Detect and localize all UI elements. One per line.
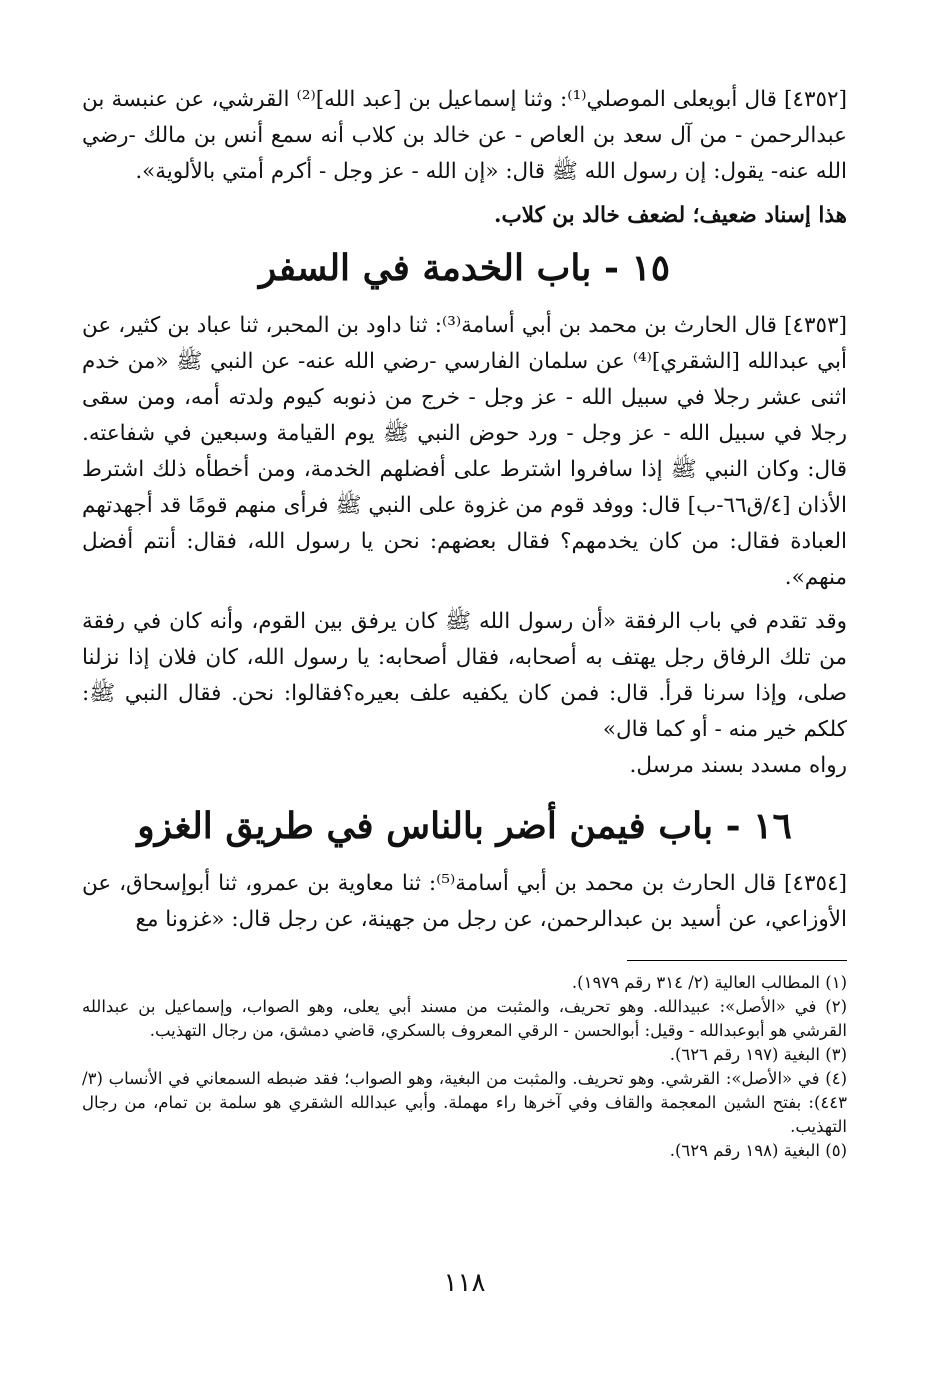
chapter-heading-16: ١٦ - باب فيمن أضر بالناس في طريق الغزو xyxy=(137,805,792,847)
paragraph-4354: [٤٣٥٤] قال الحارث بن محمد بن أبي أسامة⁽⁵⁾: ثنا معاوية بن عمرو، ثنا أبوإسحاق، عن الأوزاعي، عن أسيد بن عبدالرحمن، عن رجل من جهينة، عن رجل قال: «غزونا مع xyxy=(82,871,847,932)
paragraph-rifqa: وقد تقدم في باب الرفقة «أن رسول الله ﷺ كان يرفق بين القوم، وأنه كان في رفقة من تلك الرفاق رجل يهتف به أصحابه، فقال أصحابه: يا رسول الله، كان فلان إذا نزلنا صلى، وإذا سرنا قرأ. قال: فمن كان يكفيه علف بعيره؟فقالوا: نحن. فقال النبي ﷺ: كلكم خير منه - أو كما قال» xyxy=(82,609,847,742)
page-body xyxy=(82,82,847,1163)
chapter-heading-15: ١٥ - باب الخدمة في السفر xyxy=(258,247,671,289)
footnote-3: (٣) البغية (١٩٧ رقم ٦٢٦). xyxy=(669,1045,847,1064)
paragraph-4352: [٤٣٥٢] قال أبويعلى الموصلي⁽¹⁾: وثنا إسماعيل بن [عبد الله]⁽²⁾ القرشي، عن عنبسة بن عبدالرحمن - من آل سعد بن العاص - عن خالد بن كلاب أنه سمع أنس بن مالك -رضي الله عنه- يقول: إن رسول الله ﷺ قال: «إن الله - عز وجل - أكرم أمتي بالألوية». xyxy=(82,87,847,184)
footnote-divider xyxy=(627,960,847,961)
footnote-2: (٢) في «الأصل»: عبيدالله. وهو تحريف، والمثبت من مسند أبي يعلى، وهو الصواب، وإسماعيل بن عبدالله القرشي هو أبوعبدالله - وقيل: أبوالحسن - الرقي المعروف بالسكري، قاضي دمشق، من رجال التهذيب. xyxy=(82,997,847,1040)
footnote-1: (١) المطالب العالية (٢/ ٣١٤ رقم ١٩٧٩). xyxy=(571,973,847,992)
page-number: ١١٨ xyxy=(443,1268,486,1298)
footnote-5: (٥) البغية (١٩٨ رقم ٦٢٩). xyxy=(669,1141,847,1160)
paragraph-musaddad: رواه مسدد بسند مرسل. xyxy=(629,753,847,778)
paragraph-4353: [٤٣٥٣] قال الحارث بن محمد بن أبي أسامة⁽³⁾: ثنا داود بن المحبر، ثنا عباد بن كثير، عن أبي عبدالله [الشقري]⁽⁴⁾ عن سلمان الفارسي -رضي الله عنه- عن النبي ﷺ «من خدم اثنى عشر رجلا في سبيل الله - عز وجل - خرج من ذنوبه كيوم ولدته أمه، ومن سقى رجلا في سبيل الله - عز وجل - ورد حوض النبي ﷺ يوم القيامة وسبعين في شفاعته. قال: وكان النبي ﷺ إذا سافروا اشترط على أفضلهم الخدمة، ومن أخطأه ذلك اشترط الأذان [٤/ق٦٦-ب] قال: ووفد قوم من غزوة على النبي ﷺ فرأى منهم قومًا قد أجهدتهم العبادة فقال: من كان يخدمهم؟ فقال بعضهم: نحن يا رسول الله، فقال: أنتم أفضل منهم». xyxy=(82,313,847,590)
isnad-note: هذا إسناد ضعيف؛ لضعف خالد بن كلاب. xyxy=(494,203,847,228)
footnote-4: (٤) في «الأصل»: القرشي. وهو تحريف. والمثبت من البغية، وهو الصواب؛ فقد ضبطه السمعاني في الأنساب (٣/ ٤٤٣): بفتح الشين المعجمة والقاف وفي آخرها راء مهملة. وأبي عبدالله الشقري هو سلمة بن تمام، من رجال التهذيب. xyxy=(82,1069,847,1136)
